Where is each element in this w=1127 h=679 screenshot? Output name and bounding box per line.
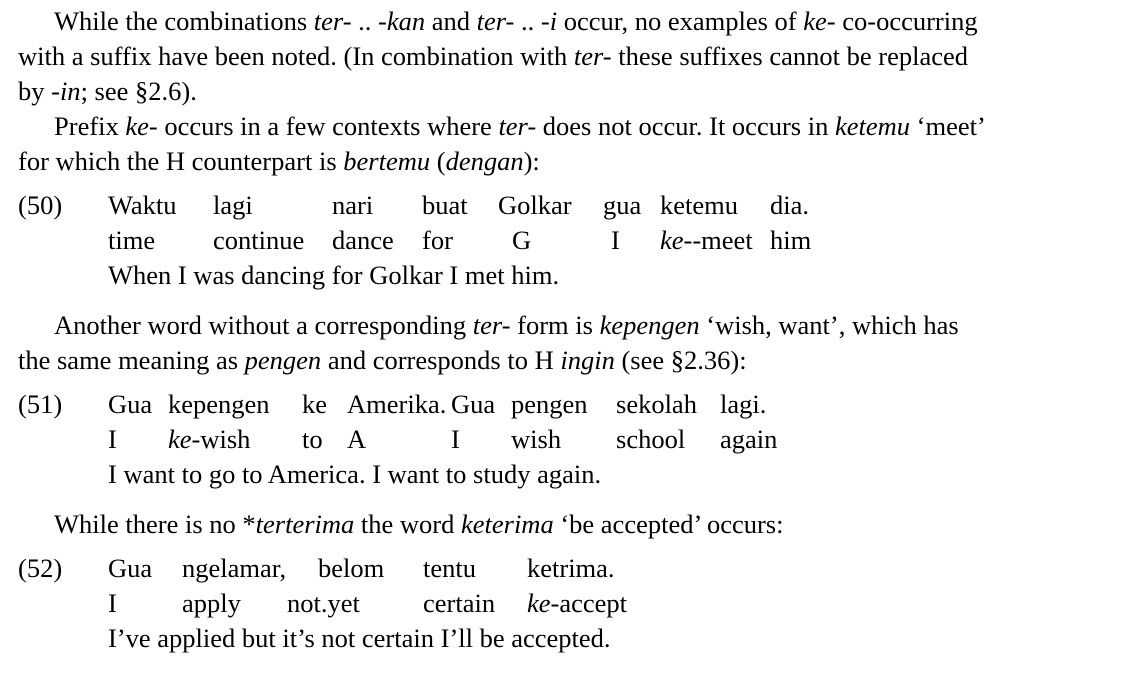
- text: ‘meet’: [910, 111, 986, 141]
- gloss-word: I: [108, 588, 117, 618]
- free-translation: I’ve applied but it’s not certain I’ll be accepted.: [108, 623, 611, 653]
- gloss-word: continue: [213, 225, 305, 255]
- text: ‘wish, want’, which has: [699, 310, 959, 340]
- italic-term: -i: [540, 6, 558, 36]
- gloss-word: certain: [423, 588, 496, 618]
- text: Prefix: [54, 111, 126, 141]
- text: for which the H counterpart is: [18, 146, 344, 176]
- example-number: (50): [18, 190, 63, 220]
- example-52: [18, 551, 1115, 656]
- source-word: lagi.: [720, 389, 767, 419]
- gloss-word: not.yet: [287, 588, 360, 618]
- italic-term: ter-: [472, 310, 511, 340]
- gloss-word: ke--meet: [660, 225, 753, 255]
- source-word: dia.: [770, 190, 809, 220]
- text: ‘be accepted’ occurs:: [553, 509, 784, 539]
- interlinear-gloss: [108, 387, 1115, 457]
- example-51: [18, 387, 1115, 492]
- source-word: ketrima.: [527, 553, 615, 583]
- source-word: belom: [318, 553, 385, 583]
- text: and: [425, 6, 477, 36]
- gloss-word: A: [347, 424, 367, 454]
- source-word: Gua: [451, 389, 496, 419]
- text: While there is no *: [54, 509, 256, 539]
- italic-term: ter-: [498, 111, 537, 141]
- italic-term: kepengen: [599, 310, 700, 340]
- paragraph-1: [18, 4, 1115, 109]
- interlinear-gloss: [108, 551, 1115, 621]
- example-50: [18, 188, 1115, 293]
- italic-term: -kan: [378, 6, 426, 36]
- text: with a suffix have been noted. (In combination with: [18, 41, 574, 71]
- source-word: kepengen: [168, 389, 270, 419]
- source-word: ngelamar,: [182, 553, 287, 583]
- italic-term: ter-: [313, 6, 352, 36]
- text: ..: [514, 6, 541, 36]
- source-word: lagi: [213, 190, 253, 220]
- gloss-word: again: [720, 424, 778, 454]
- text: co-occurring: [835, 6, 978, 36]
- italic-term: ketemu: [834, 111, 911, 141]
- gloss-word: G: [512, 225, 532, 255]
- paragraph-4: [18, 507, 1115, 542]
- text: does not occur. It occurs in: [536, 111, 835, 141]
- text: by: [18, 76, 52, 106]
- source-word: Amerika.: [347, 389, 447, 419]
- gloss-word: I: [451, 424, 460, 454]
- gloss-word: school: [616, 424, 686, 454]
- italic-term: ter-: [476, 6, 515, 36]
- gloss-word: ke-wish: [168, 424, 251, 454]
- italic-term: terterima: [255, 509, 355, 539]
- gloss-word: time: [108, 225, 156, 255]
- source-word: Waktu: [108, 190, 177, 220]
- text: ..: [351, 6, 379, 36]
- page-text: [18, 4, 1115, 656]
- text: (: [430, 146, 446, 176]
- italic-term: dengan: [445, 146, 524, 176]
- source-word: sekolah: [616, 389, 697, 419]
- text: and corresponds to H: [321, 345, 561, 375]
- italic-term: ke-: [803, 6, 836, 36]
- italic-term: bertemu: [343, 146, 431, 176]
- italic-term: ter-: [573, 41, 612, 71]
- gloss-word: wish: [511, 424, 562, 454]
- paragraph-2: [18, 109, 1115, 179]
- source-word: tentu: [423, 553, 476, 583]
- italic-term: ke-: [125, 111, 158, 141]
- italic-term: -in: [51, 76, 81, 106]
- source-word: Gua: [108, 553, 153, 583]
- gloss-word: ke-accept: [527, 588, 628, 618]
- source-word: buat: [422, 190, 468, 220]
- italic-term: keterima: [460, 509, 554, 539]
- gloss-word: dance: [332, 225, 394, 255]
- free-translation: I want to go to America. I want to study again.: [108, 459, 602, 489]
- italic-term: ingin: [560, 345, 615, 375]
- interlinear-gloss: [108, 188, 1115, 258]
- text: occur, no examples of: [557, 6, 804, 36]
- text: the word: [354, 509, 461, 539]
- gloss-word: apply: [182, 588, 241, 618]
- source-word: ke: [302, 389, 328, 419]
- paragraph-3: [18, 308, 1115, 378]
- text: (see §2.36):: [614, 345, 747, 375]
- source-word: Gua: [108, 389, 153, 419]
- source-word: pengen: [511, 389, 588, 419]
- gloss-word: to: [302, 424, 323, 454]
- free-translation: When I was dancing for Golkar I met him.: [108, 260, 560, 290]
- source-word: ketemu: [660, 190, 738, 220]
- text: these suffixes cannot be replaced: [611, 41, 969, 71]
- italic-term: pengen: [244, 345, 322, 375]
- text: ; see §2.6).: [80, 76, 197, 106]
- text: ):: [523, 146, 540, 176]
- gloss-word: I: [108, 424, 117, 454]
- text: Another word without a corresponding: [54, 310, 473, 340]
- gloss-word: him: [770, 225, 812, 255]
- source-word: gua: [603, 190, 642, 220]
- text: occurs in a few contexts where: [157, 111, 499, 141]
- text: While the combinations: [54, 6, 314, 36]
- example-number: (51): [18, 389, 63, 419]
- example-number: (52): [18, 553, 63, 583]
- source-word: nari: [332, 190, 374, 220]
- text: form is: [510, 310, 600, 340]
- source-word: Golkar: [498, 190, 572, 220]
- gloss-word: for: [422, 225, 453, 255]
- text: the same meaning as: [18, 345, 245, 375]
- gloss-word: I: [611, 225, 620, 255]
